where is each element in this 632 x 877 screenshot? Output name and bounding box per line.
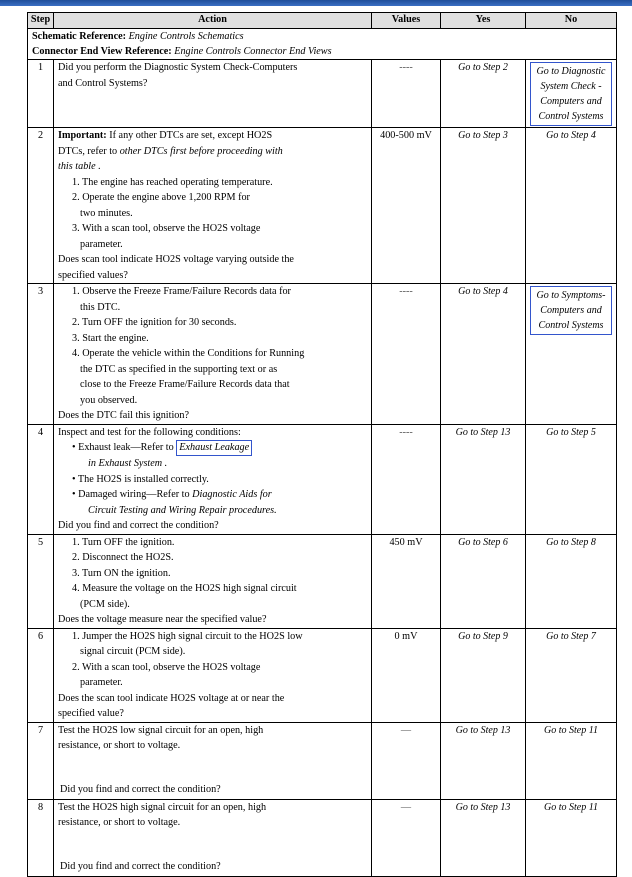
diagnostic-aids-link[interactable]: Diagnostic Aids for bbox=[192, 489, 272, 500]
action-line: Test the HO2S low signal circuit for an open, high bbox=[58, 724, 264, 736]
important-text: this table bbox=[58, 161, 96, 172]
step-number: 1 bbox=[28, 60, 54, 128]
yes-link[interactable]: Go to Step 13 bbox=[441, 424, 526, 534]
action-step: the DTC as specified in the supporting text or as bbox=[80, 363, 278, 375]
references-cell bbox=[28, 29, 617, 60]
no-link[interactable]: Go to Step 7 bbox=[526, 628, 617, 722]
question-text: Does scan tool indicate HO2S voltage varying outside the bbox=[58, 254, 294, 265]
value-cell: 450 mV bbox=[372, 534, 441, 628]
no-cell bbox=[526, 284, 617, 425]
header-action: Action bbox=[54, 13, 372, 29]
no-link[interactable]: Go to Step 11 bbox=[526, 799, 617, 876]
action-step: 3. Start the engine. bbox=[72, 332, 149, 344]
step-number: 8 bbox=[28, 799, 54, 876]
table-row-step-1 bbox=[28, 60, 617, 128]
action-step: two minutes. bbox=[80, 207, 133, 219]
question-text: Did you find and correct the condition? bbox=[60, 784, 221, 795]
value-cell: — bbox=[372, 722, 441, 799]
yes-link[interactable]: Go to Step 9 bbox=[441, 628, 526, 722]
action-cell: Important: If any other DTCs are set, except HO2S DTCs, refer to other DTCs first before proceeding with this table . 1. The engine has reached operating temperature. 2. Operate the engine above 1,200 RPM for two minutes. 3. With a scan tool, observe the HO2S voltage parameter. Does scan tool indicate HO2S voltage varying outside the specified values? bbox=[54, 128, 372, 284]
action-step: 2. Disconnect the HO2S. bbox=[72, 552, 174, 563]
important-text: DTCs, refer to bbox=[58, 145, 118, 157]
value-cell: 400-500 mV bbox=[372, 128, 441, 284]
action-line: and Control Systems? bbox=[58, 77, 148, 89]
other-dtcs-link[interactable]: other DTCs first before proceeding with bbox=[119, 145, 283, 157]
table-row-step-7 bbox=[28, 722, 617, 799]
reference-row bbox=[28, 29, 617, 60]
yes-link[interactable]: Go to Step 6 bbox=[441, 534, 526, 628]
action-intro: Inspect and test for the following conditions: bbox=[58, 426, 241, 438]
no-link[interactable]: Go to Step 8 bbox=[526, 534, 617, 628]
value-cell: ---- bbox=[372, 284, 441, 425]
yes-link[interactable]: Go to Step 13 bbox=[441, 722, 526, 799]
action-cell bbox=[54, 534, 372, 628]
header-values: Values bbox=[372, 13, 441, 29]
table-row-step-5 bbox=[28, 534, 617, 628]
important-label: Important: bbox=[58, 130, 107, 141]
table-row-step-6 bbox=[28, 628, 617, 722]
value-cell: — bbox=[372, 799, 441, 876]
step-number: 5 bbox=[28, 534, 54, 628]
action-line: Test the HO2S high signal circuit for an open, high bbox=[58, 801, 267, 813]
action-step: 2. Operate the engine above 1,200 RPM for bbox=[72, 192, 250, 203]
action-cell bbox=[54, 424, 372, 534]
action-step: 4. Operate the vehicle within the Conditions for Running bbox=[72, 348, 305, 359]
table-row-step-8 bbox=[28, 799, 617, 876]
step-number: 3 bbox=[28, 284, 54, 425]
action-line: Did you perform the Diagnostic System Check-Computers bbox=[58, 62, 298, 73]
action-line: resistance, or short to voltage. bbox=[58, 817, 181, 828]
value-cell: ---- bbox=[372, 424, 441, 534]
action-step: this DTC. bbox=[80, 301, 121, 313]
yes-link[interactable]: Go to Step 4 bbox=[441, 284, 526, 425]
table-row-step-3 bbox=[28, 284, 617, 425]
connector-label: Connector End View Reference: bbox=[32, 46, 172, 57]
table-row-step-2 bbox=[28, 128, 617, 284]
no-link[interactable]: Go to Step 4 bbox=[526, 128, 617, 284]
action-step: 1. The engine has reached operating temperature. bbox=[72, 176, 273, 188]
bullet-text: • The HO2S is installed correctly. bbox=[72, 473, 209, 485]
header-yes: Yes bbox=[441, 13, 526, 29]
table-row-step-4 bbox=[28, 424, 617, 534]
yes-link[interactable]: Go to Step 3 bbox=[441, 128, 526, 284]
action-step: parameter. bbox=[80, 238, 123, 250]
header-step: Step bbox=[28, 13, 54, 29]
question-text: Does the voltage measure near the specified value? bbox=[58, 614, 267, 625]
action-step: signal circuit (PCM side). bbox=[80, 646, 186, 657]
question-text: Does the DTC fail this ignition? bbox=[58, 410, 190, 421]
diagnostic-table bbox=[27, 12, 617, 877]
action-step: close to the Freeze Frame/Failure Records data that bbox=[80, 379, 290, 390]
action-step: 2. Turn OFF the ignition for 30 seconds. bbox=[72, 317, 237, 328]
action-cell bbox=[54, 628, 372, 722]
step-number: 6 bbox=[28, 628, 54, 722]
bullet-text: Circuit Testing and Wiring Repair procedures. bbox=[88, 504, 277, 516]
value-cell: 0 mV bbox=[372, 628, 441, 722]
action-cell bbox=[54, 284, 372, 425]
bullet-text: • Damaged wiring—Refer to bbox=[72, 489, 190, 500]
step-number: 2 bbox=[28, 128, 54, 284]
action-step: you observed. bbox=[80, 394, 138, 406]
no-link[interactable]: Go to Step 5 bbox=[526, 424, 617, 534]
question-text: Does the scan tool indicate HO2S voltage at or near the bbox=[58, 692, 285, 704]
value-cell: ---- bbox=[372, 60, 441, 128]
action-step: parameter. bbox=[80, 677, 123, 688]
action-step: (PCM side). bbox=[80, 598, 130, 610]
action-step: 3. Turn ON the ignition. bbox=[72, 567, 171, 579]
no-link-symptoms[interactable]: Go to Symptoms- Computers and Control Systems bbox=[530, 286, 612, 335]
action-cell bbox=[54, 722, 372, 799]
action-line: resistance, or short to voltage. bbox=[58, 740, 181, 751]
action-step: 1. Observe the Freeze Frame/Failure Records data for bbox=[72, 286, 291, 297]
exhaust-leakage-link[interactable]: Exhaust Leakage bbox=[176, 440, 252, 456]
bullet-text: • Exhaust leak—Refer to bbox=[72, 442, 174, 453]
table-header-row bbox=[28, 13, 617, 29]
schematic-label: Schematic Reference: bbox=[32, 31, 127, 42]
action-step: 4. Measure the voltage on the HO2S high signal circuit bbox=[72, 583, 297, 594]
bullet-text: in Exhaust System . bbox=[88, 458, 168, 469]
question-text: Did you find and correct the condition? bbox=[58, 520, 219, 531]
no-link[interactable]: Go to Step 11 bbox=[526, 722, 617, 799]
action-step: 2. With a scan tool, observe the HO2S voltage bbox=[72, 661, 261, 673]
action-step: 1. Turn OFF the ignition. bbox=[72, 536, 175, 548]
connector-link[interactable]: Engine Controls Connector End Views bbox=[174, 46, 332, 57]
yes-link[interactable]: Go to Step 13 bbox=[441, 799, 526, 876]
window-top-bar bbox=[0, 0, 632, 6]
action-step: 1. Jumper the HO2S high signal circuit to the HO2S low bbox=[72, 630, 303, 642]
header-no: No bbox=[526, 13, 617, 29]
question-text: specified values? bbox=[58, 269, 128, 281]
question-text: Did you find and correct the condition? bbox=[60, 861, 221, 872]
no-link-diagnostic-system-check[interactable]: Go to Diagnostic System Check - Computers and Control Systems bbox=[530, 62, 612, 126]
no-cell bbox=[526, 60, 617, 128]
question-text: specified value? bbox=[58, 708, 124, 719]
action-cell bbox=[54, 60, 372, 128]
step-number: 7 bbox=[28, 722, 54, 799]
action-cell bbox=[54, 799, 372, 876]
schematic-link[interactable]: Engine Controls Schematics bbox=[128, 31, 244, 42]
step-number: 4 bbox=[28, 424, 54, 534]
important-text: If any other DTCs are set, except HO2S bbox=[109, 130, 273, 141]
action-step: 3. With a scan tool, observe the HO2S voltage bbox=[72, 223, 261, 234]
yes-link[interactable]: Go to Step 2 bbox=[441, 60, 526, 128]
